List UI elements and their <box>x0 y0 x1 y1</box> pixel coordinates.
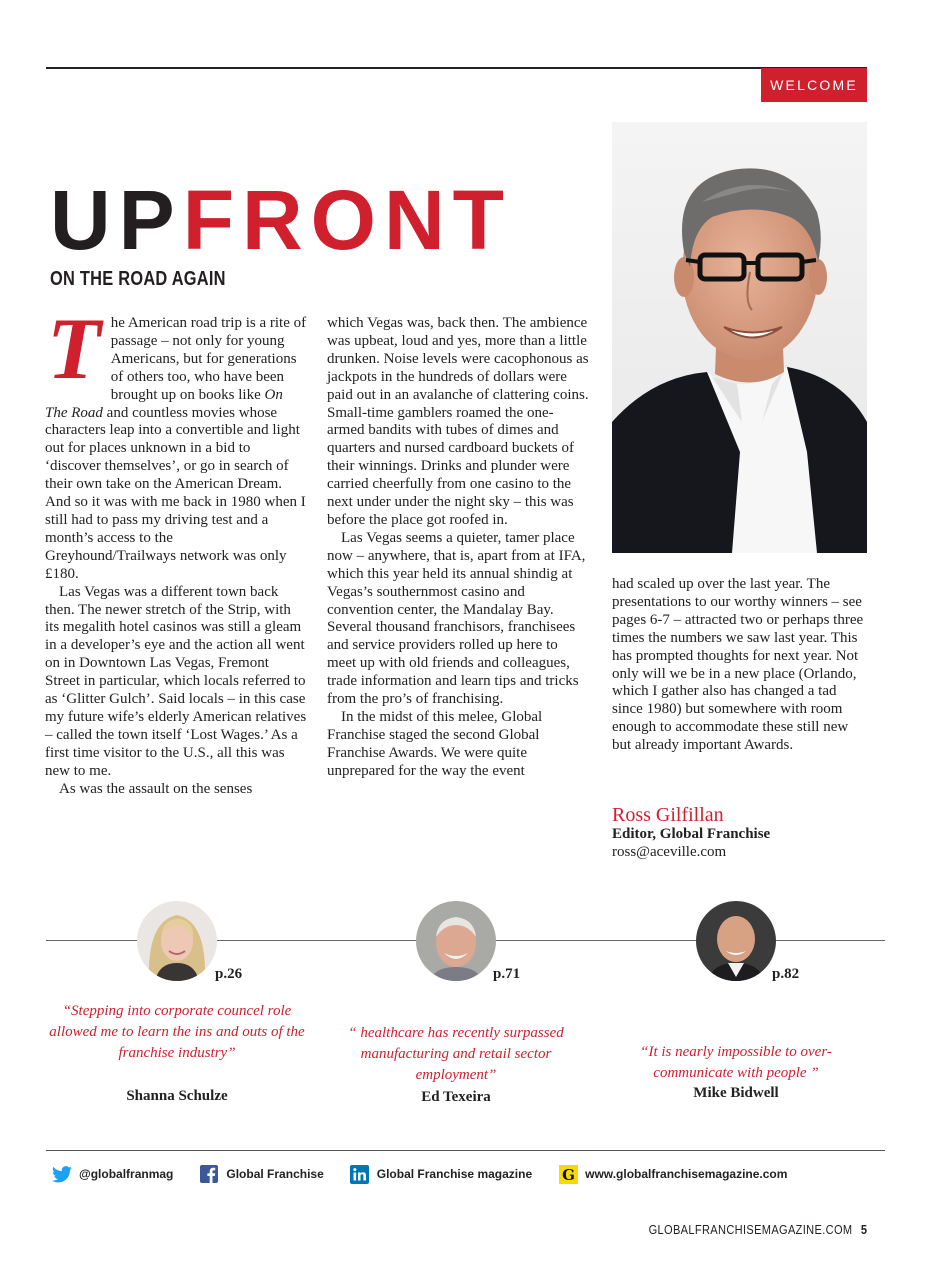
article-paragraph: Las Vegas was a different town back then. The newer stretch of the Strip, with its megalith hotel casinos was still a gleam in a developer’s eye and the action all went on in Downtown Las Vegas, Fremont Street in particular, which locals referred to as ‘Glitter Gulch’. Said locals – in this case my future wife’s elderly American relatives – called the town itself ‘Lost Wages.’ As a first time visitor to the U.S., all this was new to me. <box>45 583 307 779</box>
svg-text:G: G <box>561 1165 575 1184</box>
social-website[interactable] <box>558 1164 787 1184</box>
twitter-icon <box>52 1164 72 1184</box>
page-footer <box>648 1222 867 1237</box>
social-twitter[interactable] <box>52 1164 173 1184</box>
avatar-shanna-schulze <box>137 901 217 981</box>
pull-quote: “Stepping into corporate councel role allowed me to learn the ins and outs of the franchise industry” <box>49 1003 305 1061</box>
page-ref-p26[interactable]: p.26 <box>215 966 243 982</box>
page-ref-p71[interactable]: p.71 <box>493 966 521 982</box>
page-number: 5 <box>860 1222 867 1237</box>
article-column-2 <box>327 315 589 781</box>
headline <box>50 173 512 267</box>
drop-cap: T <box>47 301 101 398</box>
headline-up: UP <box>50 173 183 267</box>
book-title: On The Road <box>45 386 283 421</box>
social-linkedin[interactable] <box>350 1164 532 1184</box>
article-paragraph: The American road trip is a rite of passage – not only for young Americans, but for generations of others too, who have been brought up on books like On The Road and countless movies whose characters leap into a convertible and light out for places unknown in a bid to ‘discover themselves’, or go in search of their own take on the American Dream. And so it was with me back in 1980 when I still had to pass my driving test and a month’s access to the Greyhound/Trailways network was only £180. <box>45 301 307 582</box>
pull-quote: “It is nearly impossible to over-communicate with people ” <box>640 1044 832 1081</box>
linkedin-label: Global Franchise magazine <box>376 1167 533 1181</box>
section-tab: WELCOME <box>761 68 867 102</box>
facebook-icon <box>199 1164 219 1184</box>
quote-author: Mike Bidwell <box>693 1085 779 1101</box>
pull-quote: “ healthcare has recently surpassed manufacturing and retail sector employment” <box>348 1025 564 1083</box>
website-url: www.globalfranchisemagazine.com <box>585 1167 788 1181</box>
article-column-1 <box>45 301 307 798</box>
footer-site: GLOBALFRANCHISEMAGAZINE.COM <box>648 1222 853 1237</box>
website-g-icon <box>558 1164 578 1184</box>
subhead: ON THE ROAD AGAIN <box>50 268 226 290</box>
quote-author: Shanna Schulze <box>126 1088 228 1104</box>
avatar-mike-bidwell <box>696 901 776 981</box>
editor-portrait-image <box>612 122 867 553</box>
twitter-handle: @globalfranmag <box>79 1167 174 1181</box>
quote-author: Ed Texeira <box>421 1089 491 1105</box>
article-paragraph: In the midst of this melee, Global Franchise staged the second Global Franchise Awards. We were quite unprepared for the way the event <box>327 708 543 779</box>
editor-email-link[interactable]: ross@aceville.com <box>612 844 727 860</box>
headline-front: FRONT <box>182 173 512 267</box>
facebook-label: Global Franchise <box>226 1167 324 1181</box>
linkedin-icon <box>350 1164 370 1184</box>
editor-name: Ross Gilfillan <box>612 804 724 826</box>
bottom-rule <box>46 1150 885 1151</box>
editor-role: Editor, Global Franchise <box>612 826 771 842</box>
top-rule <box>46 67 867 69</box>
article-paragraph: As was the assault on the senses <box>59 780 253 797</box>
article-column-3 <box>612 576 870 755</box>
social-links <box>52 1163 813 1185</box>
social-facebook[interactable] <box>199 1164 323 1184</box>
editor-photo <box>612 122 867 553</box>
page-ref-p82[interactable]: p.82 <box>772 966 800 982</box>
article-paragraph: had scaled up over the last year. The presentations to our worthy winners – see pages 6-7 – attracted two or perhaps three times the numbers we saw last year. This has prompted thoughts for next year. Not only will we be in a new place (Orlando, which I gather also has changed a tad since 1980) but somewhere with room enough to accommodate these still new but already important Awards. <box>612 576 864 754</box>
article-paragraph: Las Vegas seems a quieter, tamer place now – anywhere, that is, apart from at IFA, which this year held its annual shindig at Vegas’s southernmost casino and convention center, the Mandalay Bay. Several thousand franchisors, franchisees and service providers rolled up here to meet up with old friends and colleagues, trade information and learn tips and tricks from the pro’s of franchising. <box>327 529 586 708</box>
article-paragraph: which Vegas was, back then. The ambience was upbeat, loud and yes, more than a little drunken. Noise levels were cacophonous as jackpots in the hundreds of dollars were paid out in an avalanche of clattering coins. Small-time gamblers roamed the one-armed bandits with tubes of dimes and quarters and nursed cardboard buckets of their winnings. Drinks and plunder were carried cheerfully from one casino to the next under under the night sky – this was before the place got roofed in. <box>327 315 589 528</box>
avatar-ed-texeira <box>416 901 496 981</box>
